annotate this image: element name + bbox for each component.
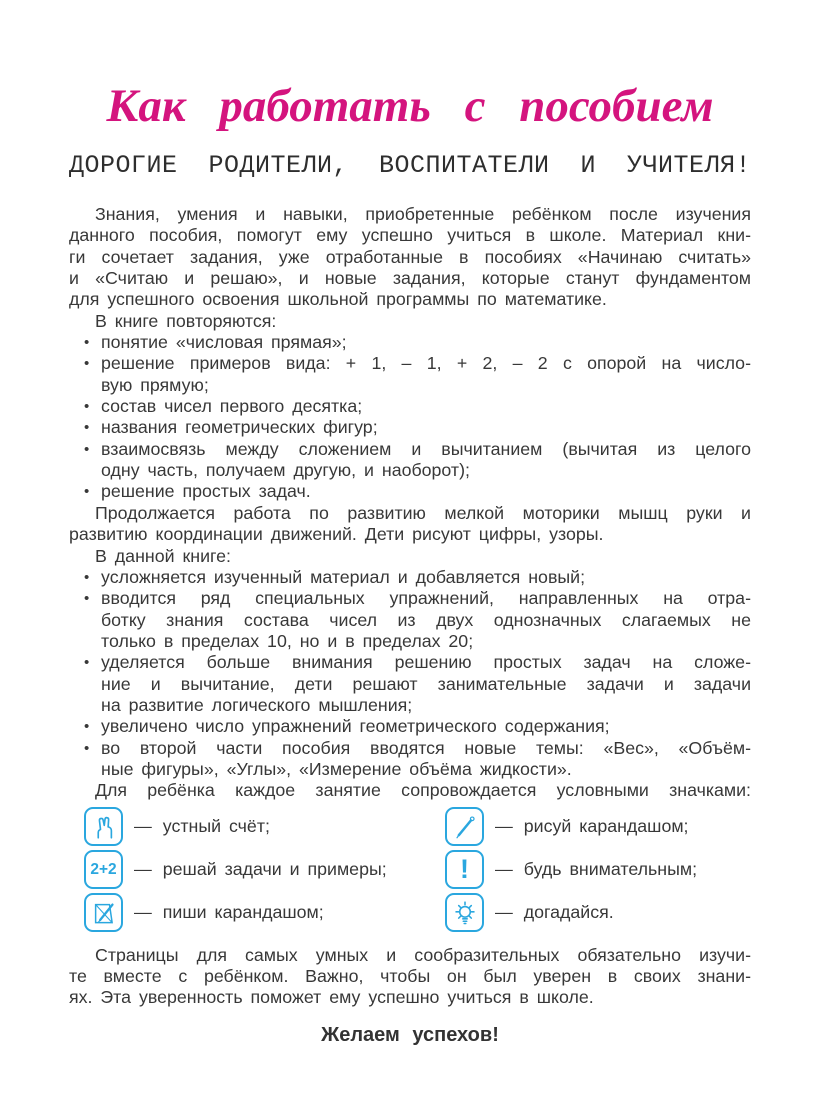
body-line: ях. Эта уверенность поможет ему успешно учиться в школе. (69, 987, 594, 1008)
idea-icon (445, 893, 484, 932)
legend-row (445, 893, 751, 933)
legend-label: устный счёт; (162, 815, 270, 836)
bullet-text (101, 332, 751, 353)
legend-intro-line: Для ребёнка каждое занятие сопровождается условными значками: (95, 780, 751, 801)
legend-row (84, 807, 445, 847)
bullet-dot: • (84, 590, 90, 608)
bullet-item (69, 439, 751, 482)
bullet-text (101, 652, 751, 716)
body-line: на развитие логического мышления; (101, 694, 413, 715)
calc-icon (84, 850, 123, 889)
legend-dash: — (495, 858, 513, 879)
bullet-item (69, 353, 751, 396)
legend-dash: — (134, 858, 152, 879)
body-line: понятие «числовая прямая»; (101, 332, 347, 353)
legend-dash: — (495, 901, 513, 922)
body-line: ные фигуры», «Углы», «Измерение объёма жидкости». (101, 758, 572, 779)
bullet-text (101, 353, 751, 396)
bullet-dot: • (84, 398, 90, 416)
body-line: увеличено число упражнений геометрического содержания; (101, 716, 610, 737)
bullet-text (101, 481, 751, 502)
legend-label: пиши карандашом; (162, 901, 324, 922)
body-line: усложняется изученный материал и добавляется новый; (101, 566, 586, 587)
intro-paragraph (69, 204, 751, 311)
write-icon (84, 893, 123, 932)
bullet-item (69, 567, 751, 588)
bullet-dot: • (84, 355, 90, 373)
draw-icon (445, 807, 484, 846)
page-title: Как работать с пособием (106, 80, 714, 132)
bullet-list (69, 332, 751, 503)
bullet-text (101, 417, 751, 438)
bullet-text (101, 567, 751, 588)
legend-row (84, 893, 445, 933)
body-line: одну часть, получаем другую, и наоборот); (101, 460, 470, 481)
bullet-item (69, 417, 751, 438)
bullet-text (101, 396, 751, 417)
bullet-dot: • (84, 483, 90, 501)
body-line: Продолжается работа по развитию мелкой моторики мышц руки и (95, 502, 751, 523)
body-line: те вместе с ребёнком. Важно, чтобы он был уверен в своих знани- (69, 965, 751, 986)
bullet-text (101, 716, 751, 737)
attention-icon-glyph: ! (460, 854, 469, 885)
section-heading: В данной книге: (95, 545, 231, 566)
bullet-dot: • (84, 654, 90, 672)
body-line: Знания, умения и навыки, приобретенные ребёнком после изучения (95, 204, 751, 224)
attention-icon (445, 850, 484, 889)
outro-paragraph (69, 945, 751, 1009)
legend-row (445, 807, 751, 847)
legend-row (84, 850, 445, 890)
page-subtitle: ДОРОГИЕ РОДИТЕЛИ, ВОСПИТАТЕЛИ И УЧИТЕЛЯ! (69, 151, 751, 180)
legend-dash: — (134, 901, 152, 922)
bullet-item (69, 716, 751, 737)
hand-icon (84, 807, 123, 846)
body-line: вводится ряд специальных упражнений, направленных на отра- (101, 588, 751, 609)
body-line: ботку знания состава чисел из двух однозначных слагаемых не (101, 609, 751, 630)
closing-line: Желаем успехов! (321, 1023, 499, 1046)
bullet-list (69, 567, 751, 780)
body-line: вую прямую; (101, 374, 209, 395)
bullet-dot: • (84, 718, 90, 736)
bullet-text (101, 738, 751, 781)
body-line: во второй части пособия вводятся новые темы: «Вес», «Объём- (101, 737, 751, 758)
bullet-dot: • (84, 334, 90, 352)
body-text (69, 204, 751, 1046)
legend (69, 807, 751, 936)
bullet-dot: • (84, 568, 90, 586)
body-line: ние и вычитание, дети решают занимательные задачи и задачи (101, 673, 751, 694)
bullet-dot: • (84, 419, 90, 437)
legend-dash: — (134, 815, 152, 836)
body-line: развитию координации движений. Дети рисуют цифры, узоры. (69, 524, 604, 545)
legend-dash: — (495, 815, 513, 836)
bullet-item (69, 481, 751, 502)
bullet-dot: • (84, 739, 90, 757)
legend-label: будь внимательным; (523, 858, 698, 879)
body-line: названия геометрических фигур; (101, 417, 378, 438)
body-line: взаимосвязь между сложением и вычитанием (вычитая из целого (101, 438, 751, 459)
section-heading: В книге повторяются: (95, 310, 277, 331)
body-line: Страницы для самых умных и сообразительных обязательно изучи- (95, 944, 751, 965)
bullet-dot: • (84, 440, 90, 458)
bullet-item (69, 332, 751, 353)
body-line: состав чисел первого десятка; (101, 396, 363, 417)
bullet-text (101, 588, 751, 652)
body-line: решение примеров вида: + 1, – 1, + 2, – 2 с опорой на число- (101, 353, 751, 374)
page-content (69, 0, 751, 1046)
body-line: только в пределах 10, но и в пределах 20; (101, 630, 474, 651)
body-line: уделяется больше внимания решению простых задач на сложе- (101, 652, 751, 673)
body-line: решение простых задач. (101, 481, 311, 502)
legend-row (445, 850, 751, 890)
calc-icon-glyph: 2+2 (90, 860, 117, 878)
bullet-item (69, 652, 751, 716)
body-line: данного пособия, помогут ему успешно учиться в школе. Материал кни- (69, 225, 751, 246)
legend-label: рисуй карандашом; (523, 815, 689, 836)
middle-paragraph (69, 503, 751, 546)
legend-label: решай задачи и примеры; (162, 858, 387, 879)
legend-label: догадайся. (523, 901, 614, 922)
bullet-text (101, 439, 751, 482)
bullet-item (69, 738, 751, 781)
body-line: и «Считаю и решаю», и новые задания, которые станут фундаментом (69, 268, 751, 289)
bullet-item (69, 588, 751, 652)
body-line: для успешного освоения школьной программы по математике. (69, 289, 607, 310)
body-line: ги сочетает задания, уже отработанные в пособиях «Начинаю считать» (69, 246, 751, 267)
bullet-item (69, 396, 751, 417)
